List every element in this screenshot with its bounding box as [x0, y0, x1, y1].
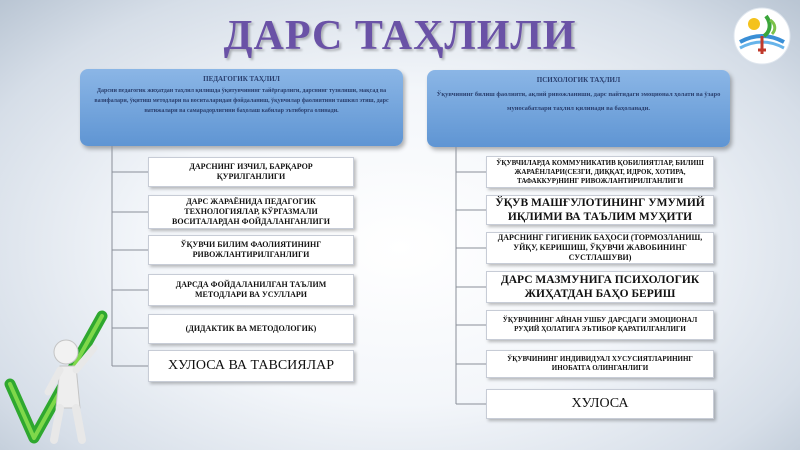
- left-item-structure: ДАРСНИНГ ИЗЧИЛ, БАРҚАРОР ҚУРИЛГАНЛИГИ: [148, 157, 354, 187]
- right-item-communication: ЎҚУВЧИЛАРДА КОММУНИКАТИВ ҚОБИЛИЯТЛАР, БИЛИШ ЖАРАЁНЛАРИ(СЕЗГИ, ДИҚҚАТ, ИДРОК, ХОТИРА, ТАФАККУР)НИНГ РИВОЖЛАНТИРИЛГАНЛИГИ: [486, 156, 714, 188]
- header-description: Ўқувчининг билиш фаолияти, ақлий ривожланиши, дарс пайтидаги эмоционал ҳолати ва ўзаро муносабатлари таҳлил қилинади ва баҳоланади.: [436, 91, 721, 112]
- header-title: ПСИХОЛОГИК ТАҲЛИЛ: [536, 76, 621, 84]
- checkmark-person-icon: [4, 308, 114, 450]
- header-title: ПЕДАГОГИК ТАҲЛИЛ: [203, 75, 280, 83]
- left-item-conclusion: ХУЛОСА ВА ТАВСИЯЛАР: [148, 350, 354, 382]
- right-item-climate: ЎҚУВ МАШҒУЛОТИНИНГ УМУМИЙ ИҚЛИМИ ВА ТАЪЛИМ МУҲИТИ: [486, 195, 714, 225]
- left-item-methods: ДАРСДА ФОЙДАЛАНИЛГАН ТАЪЛИМ МЕТОДЛАРИ ВА УСУЛЛАРИ: [148, 274, 354, 306]
- slide-title: ДАРС ТАҲЛИЛИ: [223, 13, 577, 59]
- right-item-conclusion: ХУЛОСА: [486, 389, 714, 419]
- header-description: Дарсни педагогик жиҳатдан таҳлил қилишда ўқитувчининг тайёргарлиги, дарснинг тузилиши, мақсад ва вазифалари, ўқитиш методлари ва воситаларидан фойдаланиш, ўқувчилар фаолиятини ташкил этиш, дарс натижалари ва самарадорлигини баҳолаш кабилар эътиборга олинади.: [94, 88, 389, 114]
- right-item-emotional-state: ЎҚУВЧИНИНГ АЙНАН УШБУ ДАРСДАГИ ЭМОЦИОНАЛ РУҲИЙ ҲОЛАТИГА ЭЪТИБОР ҚАРАТИЛГАНЛИГИ: [486, 310, 714, 340]
- left-item-didactic: (ДИДАКТИК ВА МЕТОДОЛОГИК): [148, 314, 354, 344]
- right-item-hygiene: ДАРСНИНГ ГИГИЕНИК БАҲОСИ (ТОРМОЗЛАНИШ, УЙҚУ, КЕРИШИШ, ЎҚУВЧИ ЖАВОБИНИНГ СУСТЛАШУВИ): [486, 232, 714, 264]
- left-item-technologies: ДАРС ЖАРАЁНИДА ПЕДАГОГИК ТЕХНОЛОГИЯЛАР, КЎРГАЗМАЛИ ВОСИТАЛАРДАН ФОЙДАЛАНГАНЛИГИ: [148, 195, 354, 229]
- right-item-individual: ЎҚУВЧИНИНГ ИНДИВИДУАЛ ХУСУСИЯТЛАРИНИНГ ИНОБАТГА ОЛИНГАНЛИГИ: [486, 350, 714, 378]
- left-item-student-activity: ЎҚУВЧИ БИЛИМ ФАОЛИЯТИНИНГ РИВОЖЛАНТИРИЛГАНЛИГИ: [148, 235, 354, 265]
- right-item-content-assessment: ДАРС МАЗМУНИГА ПСИХОЛОГИК ЖИҲАТДАН БАҲО БЕРИШ: [486, 271, 714, 303]
